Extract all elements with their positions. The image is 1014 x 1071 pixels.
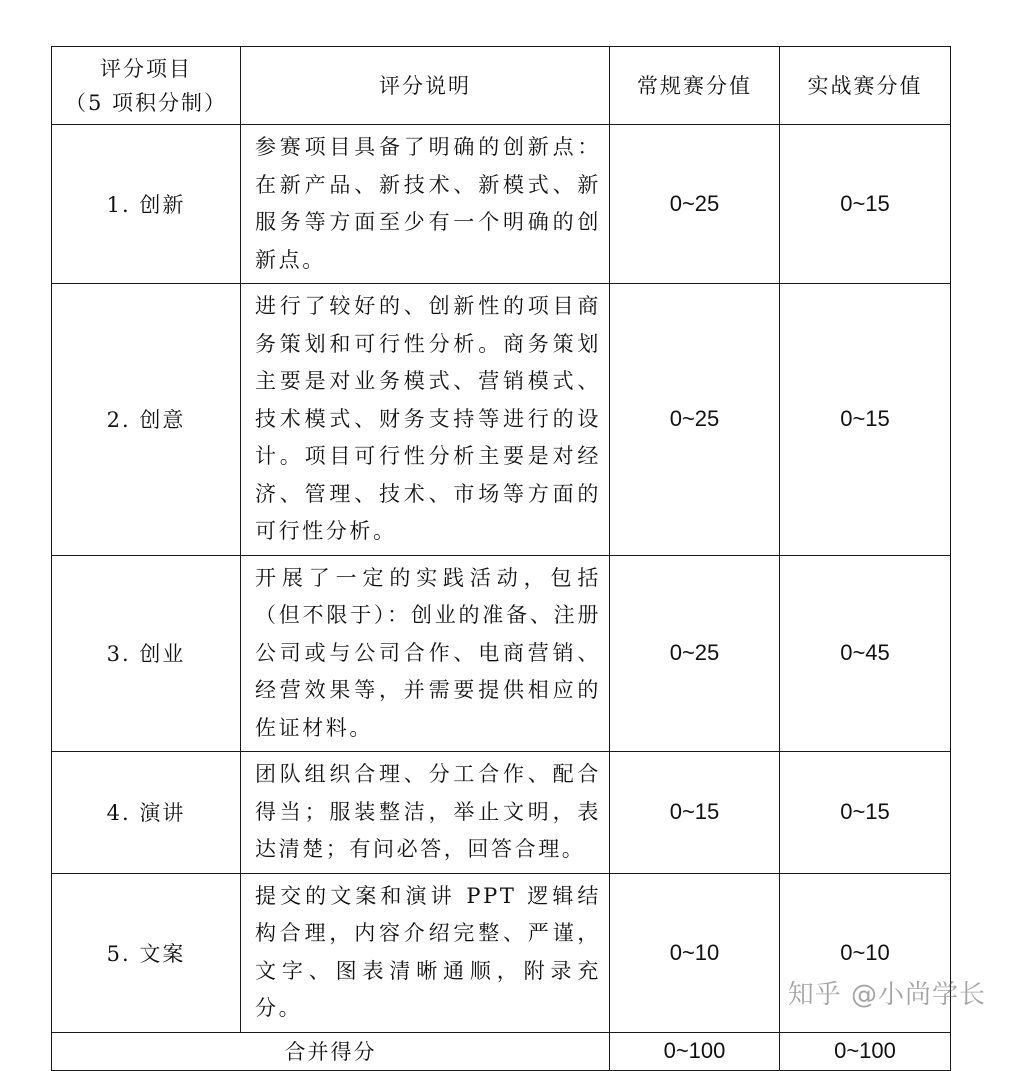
row-description: 参赛项目具备了明确的创新点：在新产品、新技术、新模式、新服务等方面至少有一个明确的创新点。 — [241, 125, 610, 284]
row-regular-score: 0~15 — [610, 752, 780, 874]
total-regular-score: 0~100 — [610, 1032, 780, 1070]
total-row — [52, 1032, 951, 1070]
row-regular-score: 0~25 — [610, 284, 780, 556]
row-item: 4. 演讲 — [52, 752, 241, 874]
scoring-table — [51, 46, 951, 1071]
row-item: 5. 文案 — [52, 873, 241, 1032]
table-row — [52, 125, 951, 284]
row-description: 开展了一定的实践活动，包括（但不限于）：创业的准备、注册公司或与公司合作、电商营销、经营效果等，并需要提供相应的佐证材料。 — [241, 555, 610, 752]
row-regular-score: 0~25 — [610, 125, 780, 284]
row-item: 2. 创意 — [52, 284, 241, 556]
row-practical-score: 0~15 — [780, 284, 951, 556]
row-item: 1. 创新 — [52, 125, 241, 284]
row-description: 团队组织合理、分工合作、配合得当；服装整洁，举止文明，表达清楚；有问必答，回答合理。 — [241, 752, 610, 874]
row-regular-score: 0~25 — [610, 555, 780, 752]
header-row — [52, 47, 951, 125]
row-practical-score: 0~45 — [780, 555, 951, 752]
total-label: 合并得分 — [52, 1032, 610, 1070]
row-regular-score: 0~10 — [610, 873, 780, 1032]
header-description: 评分说明 — [241, 47, 610, 125]
header-item-line2: （5 项积分制） — [64, 90, 228, 115]
row-description: 进行了较好的、创新性的项目商务策划和可行性分析。商务策划主要是对业务模式、营销模式、技术模式、财务支持等进行的设计。项目可行性分析主要是对经济、管理、技术、市场等方面的可行性分析。 — [241, 284, 610, 556]
table-row — [52, 752, 951, 874]
row-practical-score: 0~10 — [780, 873, 951, 1032]
header-item-line1: 评分项目 — [100, 56, 192, 81]
header-regular: 常规赛分值 — [610, 47, 780, 125]
row-item: 3. 创业 — [52, 555, 241, 752]
header-practical: 实战赛分值 — [780, 47, 951, 125]
header-item — [52, 47, 241, 125]
watermark: 知乎 @小尚学长 — [787, 980, 986, 1010]
total-practical-score: 0~100 — [780, 1032, 951, 1070]
row-description: 提交的文案和演讲 PPT 逻辑结构合理，内容介绍完整、严谨，文字、图表清晰通顺，附录充分。 — [241, 873, 610, 1032]
row-practical-score: 0~15 — [780, 752, 951, 874]
table-row — [52, 555, 951, 752]
table-row — [52, 284, 951, 556]
row-practical-score: 0~15 — [780, 125, 951, 284]
